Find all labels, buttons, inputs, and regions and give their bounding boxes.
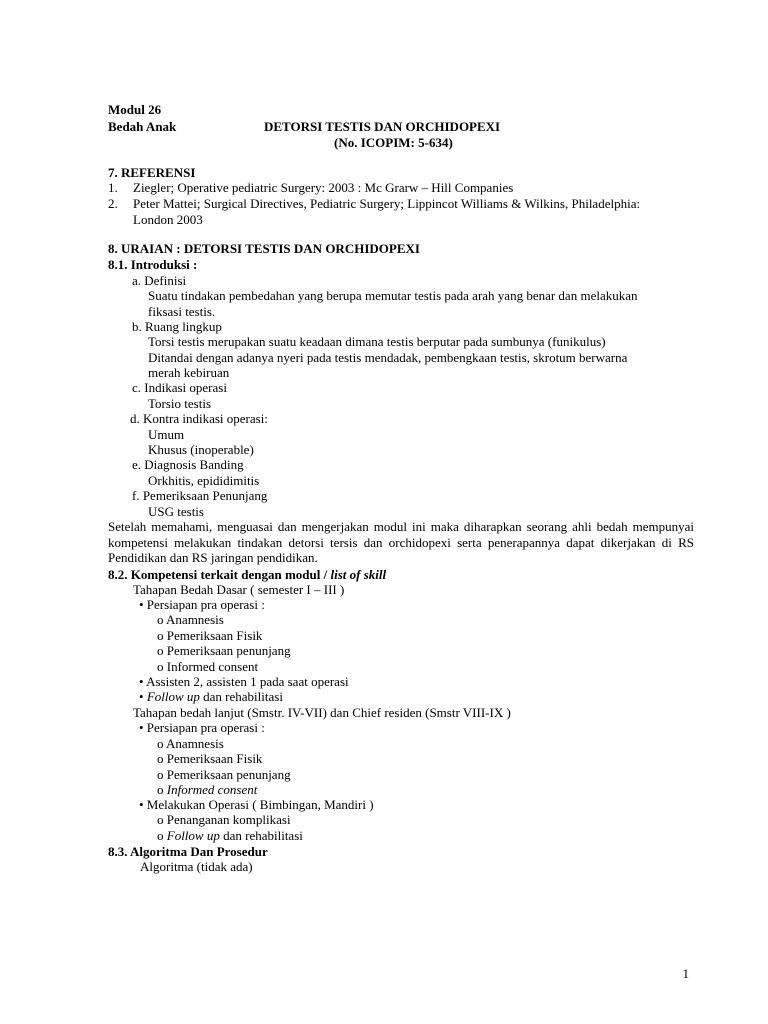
diagnosis-banding-label: e. Diagnosis Banding [132, 457, 244, 472]
indikasi-label: c. Indikasi operasi [132, 380, 227, 395]
list-subitem [157, 828, 303, 844]
kompetensi-heading-italic: list of skill [330, 567, 387, 582]
intro-paragraph: Setelah memahami, menguasai dan mengerjakan modul ini maka diharapkan seorang ahli bedah mempunyai kompetensi melakukan tindakan detorsi tersis dan orchidopexi serta penerapannya dapat dikerjakan di RS Pendidikan dan RS jaringan pendidikan. [108, 519, 694, 565]
kontra-indikasi-text: Khusus (inoperable) [148, 442, 254, 457]
sub-bullet: o [157, 828, 167, 843]
ruang-lingkup-text: Ditandai dengan adanya nyeri pada testis mendadak, pembengkaan testis, skrotum berwarna [148, 350, 628, 365]
list-item: • Melakukan Operasi ( Bimbingan, Mandiri ) [139, 797, 374, 812]
diagnosis-banding-text: Orkhitis, epididimitis [148, 473, 260, 488]
list-subitem-text: dan rehabilitasi [219, 828, 303, 843]
list-subitem: o Informed consent [157, 659, 259, 674]
ruang-lingkup-text: Torsi testis merupakan suatu keadaan dimana testis berputar pada sumbunya (funikulus) [148, 334, 606, 349]
ref-text-continued: London 2003 [133, 212, 203, 227]
list-subitem: o Anamnesis [157, 612, 224, 627]
list-subitem: o Anamnesis [157, 736, 224, 751]
kompetensi-heading [108, 567, 386, 583]
list-subitem: o Pemeriksaan penunjang [157, 643, 291, 658]
list-item-text: dan rehabilitasi [199, 689, 283, 704]
definisi-label: a. Definisi [132, 273, 187, 288]
definisi-text: Suatu tindakan pembedahan yang berupa memutar testis pada arah yang benar dan melakukan [148, 288, 638, 303]
list-item: • Assisten 2, assisten 1 pada saat operasi [139, 674, 349, 689]
stage-basic: Tahapan Bedah Dasar ( semester I – III ) [133, 582, 345, 597]
kompetensi-heading-text: 8.2. Kompetensi terkait dengan modul / [108, 567, 331, 582]
list-subitem: o Pemeriksaan penunjang [157, 767, 291, 782]
definisi-text-continued: fiksasi testis. [148, 304, 216, 319]
list-subitem: o Penanganan komplikasi [157, 812, 291, 827]
follow-up-italic: Follow up [146, 689, 200, 704]
document-title: DETORSI TESTIS DAN ORCHIDOPEXI [264, 119, 501, 134]
list-item: • Persiapan pra operasi : [139, 597, 265, 612]
ref-number: 1. [108, 180, 118, 195]
ref-number: 2. [108, 196, 118, 211]
ruang-lingkup-label: b. Ruang lingkup [132, 319, 222, 334]
list-item: • Persiapan pra operasi : [139, 720, 265, 735]
referensi-heading: 7. REFERENSI [108, 165, 196, 180]
bullet: • [139, 689, 147, 704]
list-subitem [157, 782, 257, 798]
pemeriksaan-penunjang-text: USG testis [148, 504, 204, 519]
ref-text: Peter Mattei; Surgical Directives, Pediatric Surgery; Lippincot Williams & Wilkins, Philadelphia: [133, 196, 641, 211]
ruang-lingkup-text-continued: merah kebiruan [148, 365, 230, 380]
indikasi-text: Torsio testis [148, 396, 212, 411]
stage-advanced: Tahapan bedah lanjut (Smstr. IV-VII) dan Chief residen (Smstr VIII-IX ) [133, 705, 511, 720]
icopim-code: (No. ICOPIM: 5-634) [334, 135, 453, 150]
list-item [139, 689, 283, 705]
page-number: 1 [682, 966, 689, 981]
list-subitem: o Pemeriksaan Fisik [157, 628, 263, 643]
informed-consent-italic: Informed consent [166, 782, 258, 797]
algoritma-text: Algoritma (tidak ada) [140, 859, 253, 874]
kontra-indikasi-text: Umum [148, 427, 185, 442]
pemeriksaan-penunjang-label: f. Pemeriksaan Penunjang [132, 488, 268, 503]
sub-bullet: o [157, 782, 167, 797]
ref-text: Ziegler; Operative pediatric Surgery: 2003 : Mc Grarw – Hill Companies [133, 180, 514, 195]
kontra-indikasi-label: d. Kontra indikasi operasi: [130, 411, 268, 426]
introduksi-heading: 8.1. Introduksi : [108, 257, 198, 272]
algoritma-heading: 8.3. Algoritma Dan Prosedur [108, 844, 268, 859]
module-number: Modul 26 [108, 102, 162, 117]
department-name: Bedah Anak [108, 119, 177, 134]
list-subitem: o Pemeriksaan Fisik [157, 751, 263, 766]
uraian-heading: 8. URAIAN : DETORSI TESTIS DAN ORCHIDOPEXI [108, 241, 420, 256]
follow-up-italic: Follow up [166, 828, 220, 843]
